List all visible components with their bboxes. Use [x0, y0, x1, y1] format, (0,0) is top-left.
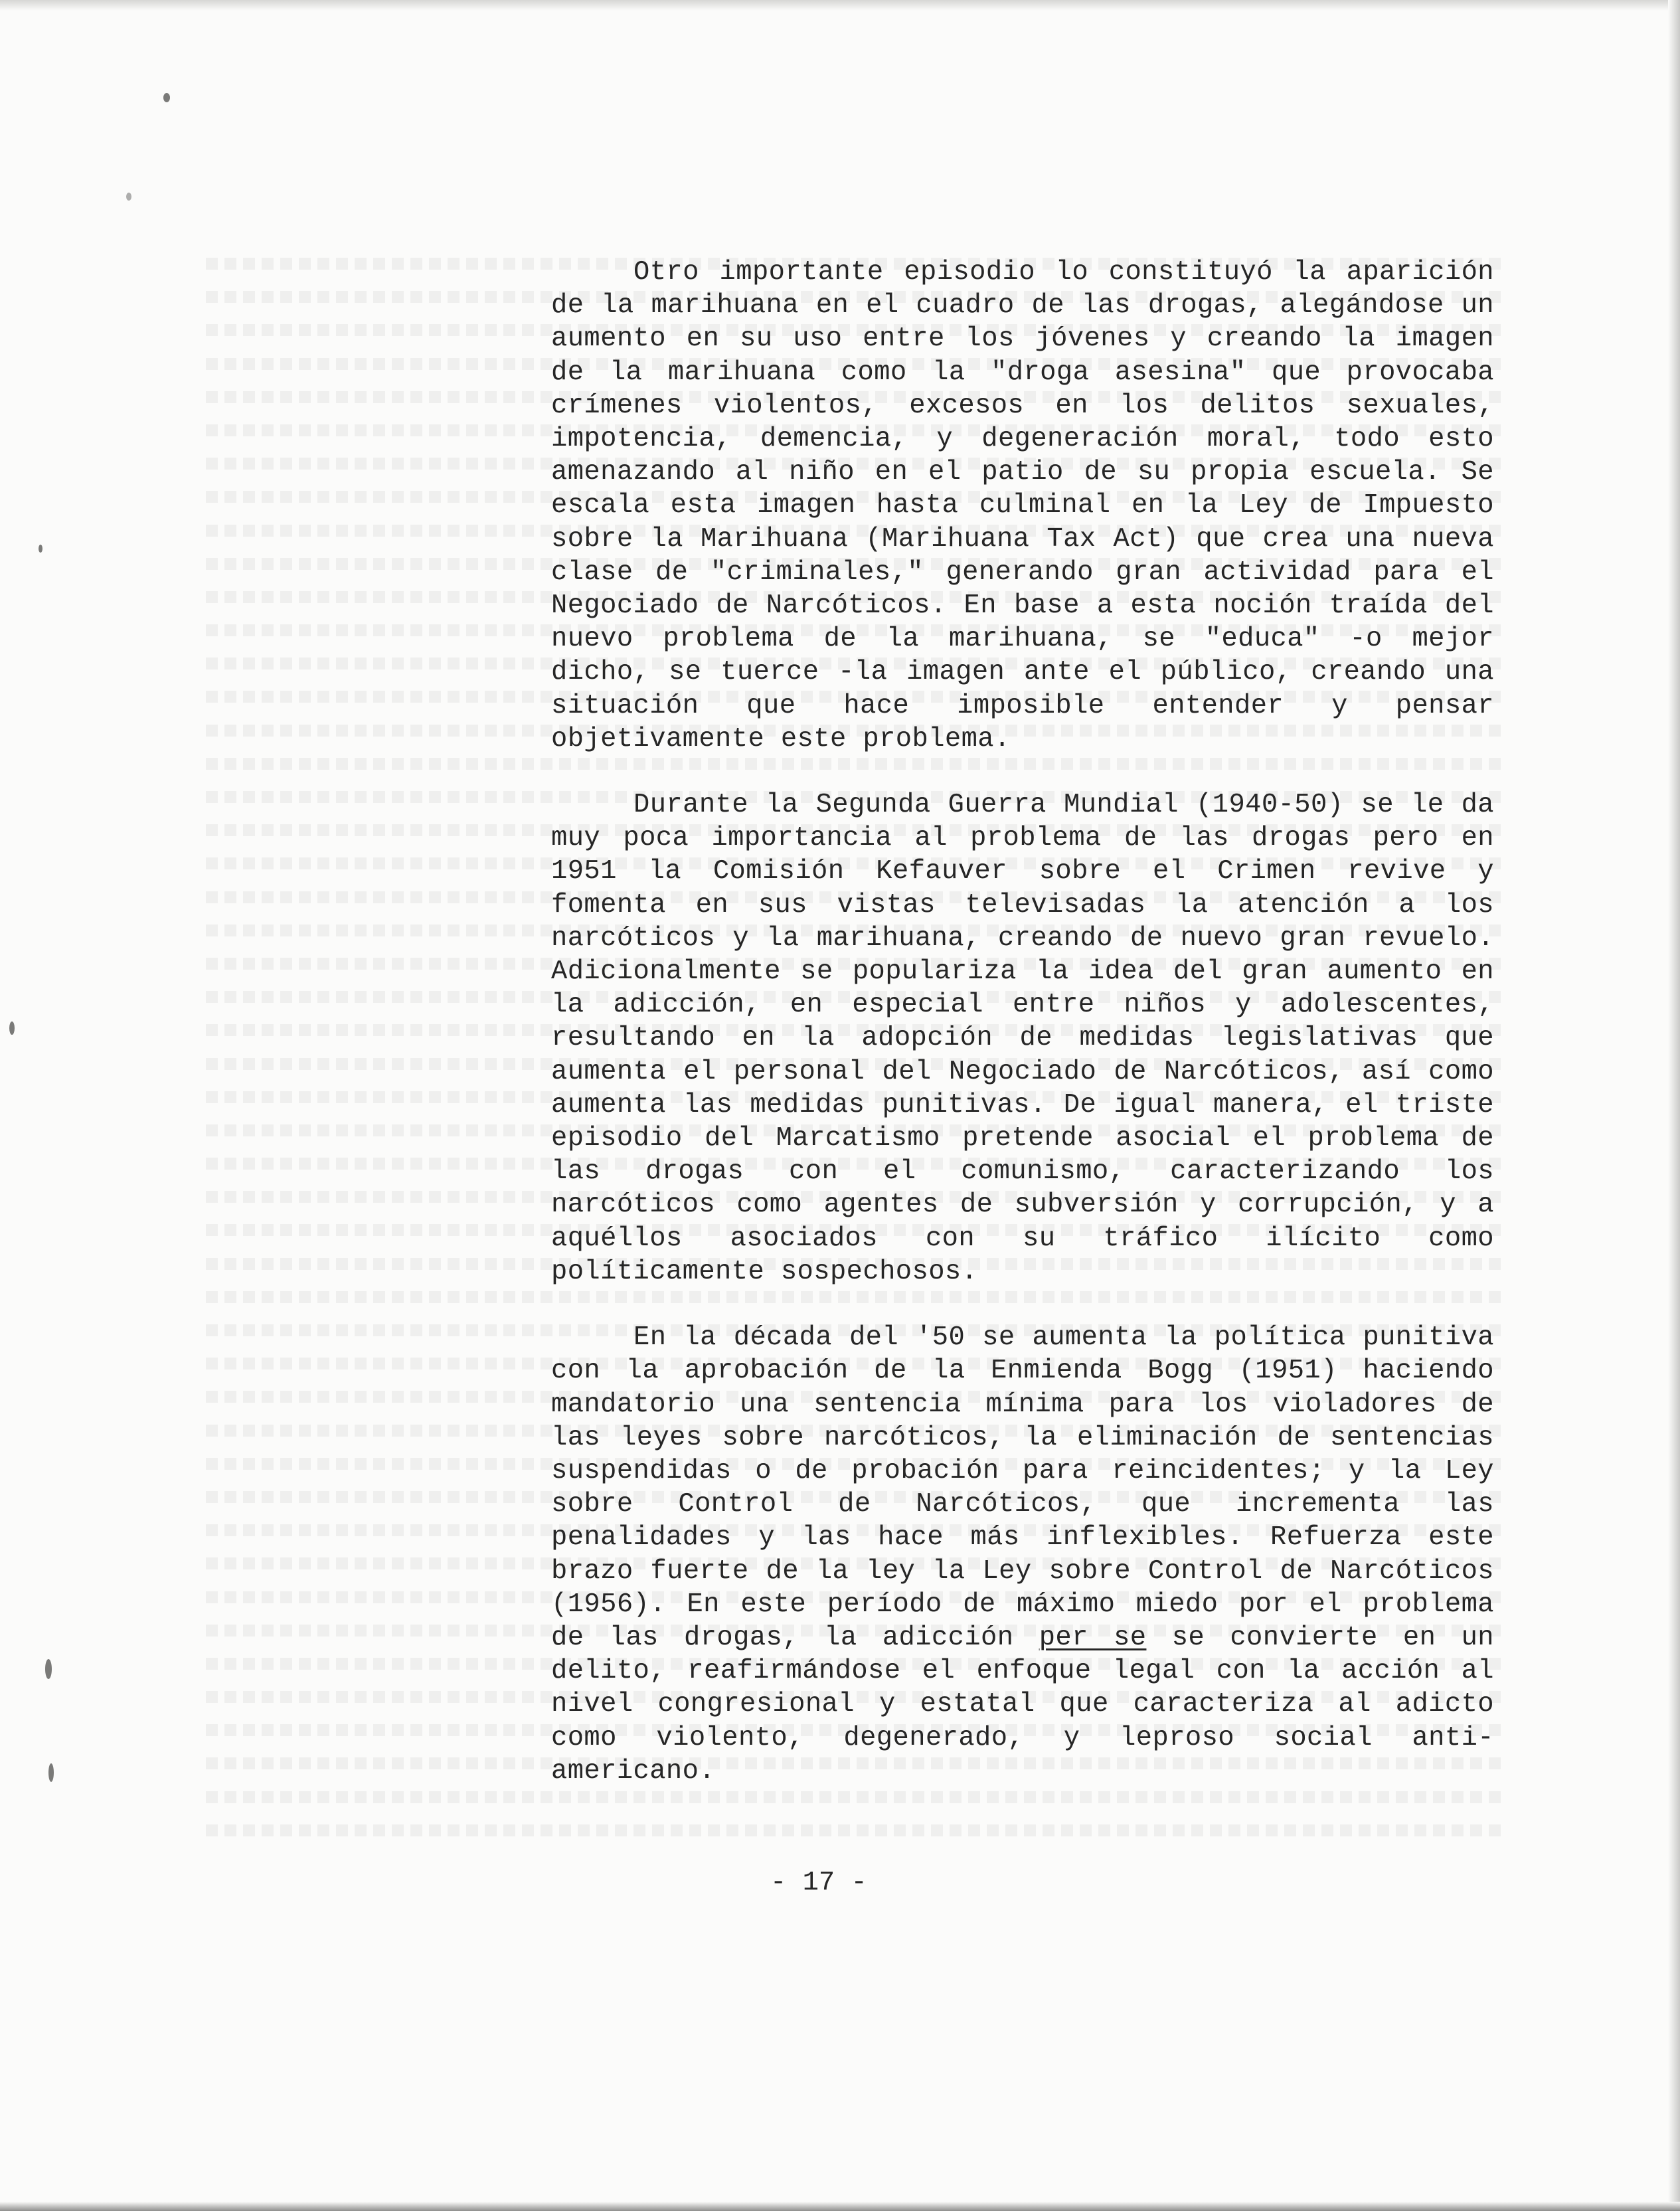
paragraph: [551, 1321, 1494, 1788]
page-number: - 17 -: [770, 1868, 867, 1898]
underlined-term: per se: [1039, 1622, 1147, 1653]
paragraph: Otro importante episodio lo constituyó la aparición de la marihuana en el cuadro de las drogas, alegándose un aumento en su uso entre los jóvenes y creando la imagen de la marihuana como la "droga asesina" que provocaba crímenes violentos, excesos en los delitos sexuales, impotencia, demencia, y degeneración moral, todo esto amenazando al niño en el patio de su propia escuela. Se escala esta imagen hasta culminal en la Ley de Impuesto sobre la Marihuana (Marihuana Tax Act) que crea una nueva clase de "criminales," generando gran actividad para el Negociado de Narcóticos. En base a esta noción traída del nuevo problema de la marihuana, se "educa" -o mejor dicho, se tuerce -la imagen ante el público, creando una situación que hace imposible entender y pensar objetivamente este problema.: [551, 257, 1494, 754]
page-edge-shadow: [1668, 0, 1680, 2211]
paragraph-text: En la década del '50 se aumenta la política punitiva con la aprobación de la Enmienda Bogg (1951) haciendo mandatorio una sentencia mínima para los violadores de las leyes sobre narcóticos, la eliminación de sentencias suspendidas o de probación para reincidentes; y la Ley sobre Control de Narcóticos, que incrementa las penalidades y las hace más inflexibles. Refuerza este brazo fuerte de la ley la Ley sobre Control de Narcóticos (1956). En este período de máximo miedo por el problema de las drogas, la adicción: [551, 1322, 1494, 1653]
paragraph-text: se convierte en un delito, reafirmándose el enfoque legal con la acción al nivel congresional y estatal que caracteriza al adicto como violento, degenerado, y leproso social anti-americano.: [551, 1622, 1494, 1787]
body-text: [551, 256, 1494, 1788]
scan-speck: [126, 193, 131, 201]
scan-speck: [48, 1763, 54, 1782]
scan-speck: [9, 1021, 15, 1035]
scan-speck: [163, 93, 170, 102]
scan-speck: [39, 545, 42, 553]
paragraph: Durante la Segunda Guerra Mundial (1940-50) se le da muy poca importancia al problema de las drogas pero en 1951 la Comisión Kefauver sobre el Crimen revive y fomenta en sus vistas televisadas la atención a los narcóticos y la marihuana, creando de nuevo gran revuelo. Adicionalmente se populariza la idea del gran aumento en la adicción, en especial entre niños y adolescentes, resultando en la adopción de medidas legislativas que aumenta el personal del Negociado de Narcóticos, así como aumenta las medidas punitivas. De igual manera, el triste episodio del Marcatismo pretende asocial el problema de las drogas con el comunismo, caracterizando los narcóticos como agentes de subversión y corrupción, y a aquéllos asociados con su tráfico ilícito como políticamente sospechosos.: [551, 790, 1494, 1287]
scan-speck: [45, 1659, 52, 1679]
